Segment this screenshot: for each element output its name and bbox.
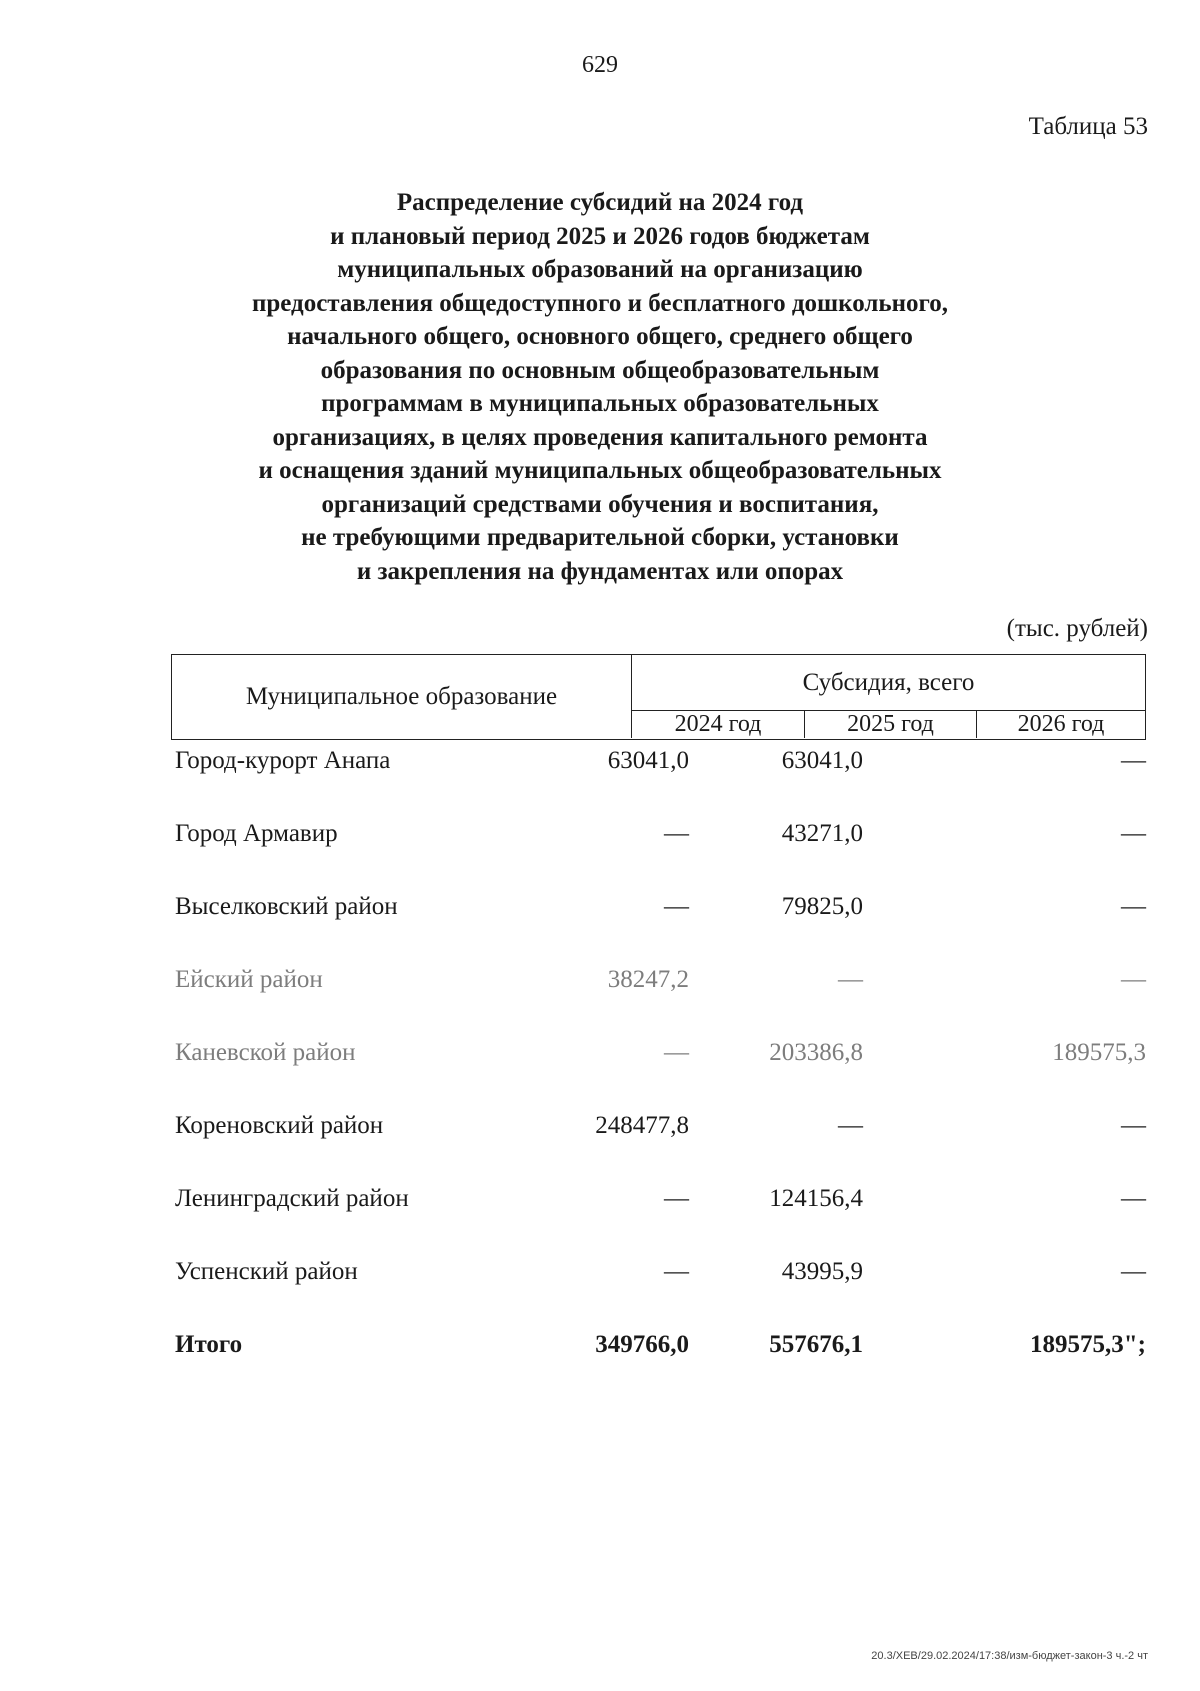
row-value-2026: — [1121,1112,1146,1139]
row-municipality: Кореновский район [175,1112,384,1139]
header-municipality: Муниципальное образование [172,655,632,738]
row-value-2025: — [838,966,863,993]
row-value-2024: — [664,1039,689,1066]
header-year-2025: 2025 год [805,711,977,738]
total-label: Итого [175,1331,243,1358]
title-line: и закрепления на фундаментах или опорах [356,557,844,585]
row-value-2025: 43271,0 [781,820,863,847]
row-value-2025: 203386,8 [769,1039,863,1066]
row-value-2026: — [1121,1185,1146,1212]
table-row [175,742,1146,815]
title-line: и плановый период 2025 и 2026 годов бюджетам [330,222,870,250]
table-row [175,815,1146,888]
row-municipality: Город Армавир [175,820,338,847]
row-value-2024: — [664,820,689,847]
row-value-2026: — [1121,966,1146,993]
row-value-2025: — [838,1112,863,1139]
row-value-2025: 124156,4 [769,1185,863,1212]
header-year-2024: 2024 год [632,711,805,738]
row-municipality: Выселковский район [175,893,398,920]
table-row [175,1107,1146,1180]
total-value-2024: 349766,0 [595,1331,689,1358]
title-line: программам в муниципальных образовательных [321,390,879,417]
row-municipality: Ейский район [175,966,323,993]
row-value-2025: 43995,9 [781,1258,863,1285]
row-municipality: Ленинградский район [175,1185,409,1212]
row-municipality: Город-курорт Анапа [175,747,391,774]
title-line: организациях, в целях проведения капитального ремонта [272,423,928,451]
document-footer-code: 20.3/ХЕВ/29.02.2024/17:38/изм-бюджет-закон-3 ч.-2 чт [871,1650,1148,1662]
row-value-2026: — [1121,747,1146,774]
table-row [175,961,1146,1034]
row-value-2026: — [1121,820,1146,847]
header-subsidy-total: Субсидия, всего [632,655,1145,711]
header-year-2026: 2026 год [1017,711,1105,737]
table-total-row [175,1326,1146,1399]
table-row [175,1180,1146,1253]
units-label: (тыс. рублей) [1006,615,1148,642]
row-value-2024: — [664,1185,689,1212]
table-row [175,1253,1146,1326]
title-line: начального общего, основного общего, среднего общего [287,323,913,350]
row-value-2024: 248477,8 [595,1112,689,1139]
title-line: Распределение субсидий на 2024 год [396,189,804,216]
row-municipality: Успенский район [175,1258,358,1285]
row-value-2024: — [664,893,689,920]
table-body [175,742,1146,1399]
row-value-2026: — [1121,1258,1146,1285]
title-line: образования по основным общеобразовательным [320,356,880,384]
table-row [175,888,1146,961]
row-value-2025: 79825,0 [781,893,863,920]
page-number: 629 [582,52,618,78]
row-value-2026: 189575,3 [1052,1039,1146,1066]
table-row [175,1034,1146,1107]
row-value-2025: 63041,0 [781,747,863,774]
table-label: Таблица 53 [1028,113,1148,140]
total-value-2025: 557676,1 [769,1331,863,1358]
document-title [150,186,1050,588]
row-municipality: Каневской район [175,1039,356,1066]
row-value-2024: 38247,2 [607,966,689,993]
row-value-2026: — [1121,893,1146,920]
title-line: организаций средствами обучения и воспитания, [321,490,879,518]
title-line: и оснащения зданий муниципальных общеобразовательных [258,457,942,484]
title-line: не требующими предварительной сборки, установки [301,524,899,551]
row-value-2024: 63041,0 [607,747,689,774]
table-header [171,654,1146,740]
title-line: муниципальных образований на организацию [337,256,863,283]
total-value-2026: 189575,3"; [1030,1331,1146,1358]
title-line: предоставления общедоступного и бесплатного дошкольного, [251,289,949,317]
row-value-2024: — [664,1258,689,1285]
